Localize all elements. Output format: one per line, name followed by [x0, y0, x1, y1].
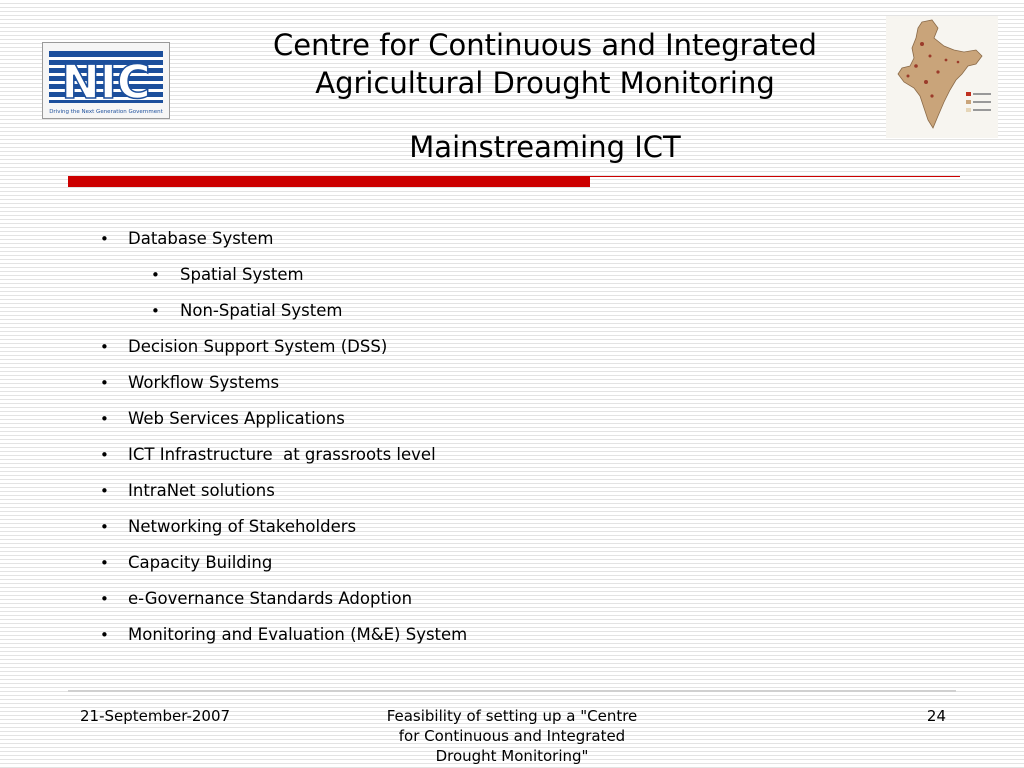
bullet-marker: • — [100, 626, 109, 644]
bullet-marker: • — [100, 338, 109, 356]
bullet-text: Database System — [128, 229, 274, 248]
footer-caption — [352, 706, 672, 766]
bullet-text: Web Services Applications — [128, 409, 345, 428]
slide-subtitle: Mainstreaming ICT — [409, 130, 681, 164]
bullet-marker: • — [100, 482, 109, 500]
bullet-text: Workflow Systems — [128, 373, 280, 392]
page-number: 24 — [926, 707, 946, 725]
title-line-1: Centre for Continuous and Integrated — [273, 28, 817, 62]
footer-divider — [68, 690, 956, 692]
slide-title — [200, 26, 890, 102]
bullet-text: e-Governance Standards Adoption — [128, 589, 413, 608]
bullet-text: Capacity Building — [128, 553, 273, 572]
bullet-marker: • — [151, 266, 160, 284]
header-divider-thin — [590, 176, 960, 177]
footer-date: 21-September-2007 — [80, 707, 231, 725]
bullet-text: Non-Spatial System — [180, 301, 343, 320]
bullet-text: Networking of Stakeholders — [128, 517, 357, 536]
bullet-marker: • — [100, 410, 109, 428]
footer-caption-line-2: for Continuous and Integrated — [398, 727, 626, 745]
footer-caption-line-3: Drought Monitoring" — [435, 747, 589, 765]
india-map-icon — [886, 16, 998, 138]
bullet-marker: • — [100, 446, 109, 464]
bullet-marker: • — [151, 302, 160, 320]
bullet-marker: • — [100, 230, 109, 248]
bullet-marker: • — [100, 374, 109, 392]
bullet-text: Spatial System — [180, 265, 304, 284]
bullet-marker: • — [100, 518, 109, 536]
title-line-2: Agricultural Drought Monitoring — [315, 66, 775, 100]
bullet-text: IntraNet solutions — [128, 481, 275, 500]
bullet-text: ICT Infrastructure at grassroots level — [128, 445, 436, 464]
bullet-marker: • — [100, 554, 109, 572]
logo-text: NIC — [61, 55, 151, 109]
footer-caption-line-1: Feasibility of setting up a "Centre — [386, 707, 638, 725]
header-divider-thick — [68, 176, 590, 187]
bullet-marker: • — [100, 590, 109, 608]
bullet-text: Decision Support System (DSS) — [128, 337, 388, 356]
bullet-text: Monitoring and Evaluation (M&E) System — [128, 625, 468, 644]
logo-tagline: Driving the Next Generation Government — [49, 109, 163, 115]
nic-logo — [42, 42, 170, 119]
